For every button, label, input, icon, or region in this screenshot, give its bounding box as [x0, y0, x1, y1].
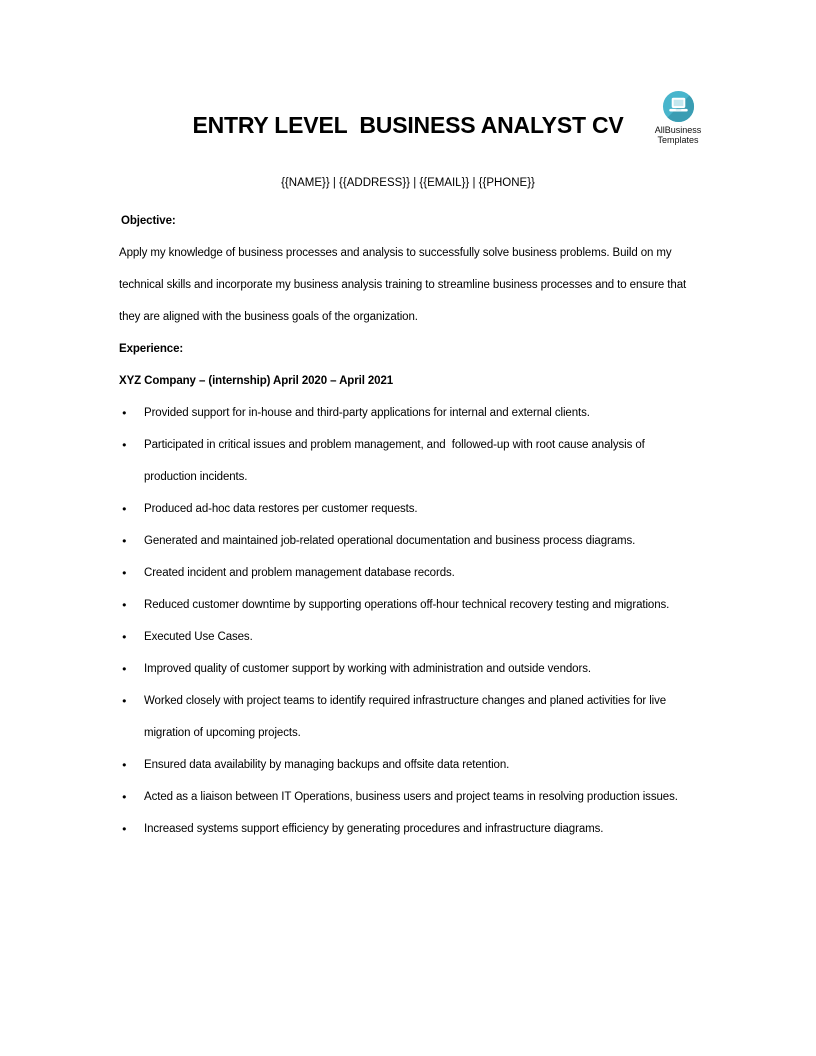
experience-bullet: ● Created incident and problem management database records. [119, 557, 691, 589]
experience-bullet: ● Reduced customer downtime by supporting operations off-hour technical recovery testing and migrations. [119, 589, 691, 621]
experience-bullet: ● Provided support for in-house and third-party applications for internal and external clients. [119, 397, 691, 429]
experience-bullet-list [119, 397, 691, 845]
experience-employer-line: XYZ Company – (internship) April 2020 – April 2021 [119, 375, 394, 387]
experience-heading: Experience: [119, 343, 184, 355]
document-title: ENTRY LEVEL BUSINESS ANALYST CV [192, 112, 624, 138]
objective-paragraph: Apply my knowledge of business processes and analysis to successfully solve business problems. Build on my technical skills and incorporate my business analysis training to streamline business processes and to ensure that they are aligned with the business goals of the organization. [119, 247, 690, 323]
experience-bullet: ● Produced ad-hoc data restores per customer requests. [119, 493, 691, 525]
experience-bullet: ● Executed Use Cases. [119, 621, 691, 653]
experience-bullet: ● Worked closely with project teams to identify required infrastructure changes and planed activities for live migration of upcoming projects. [119, 685, 691, 749]
experience-bullet: ● Generated and maintained job-related operational documentation and business process diagrams. [119, 525, 691, 557]
objective-heading: Objective: [121, 215, 176, 227]
document-body [119, 205, 691, 845]
logo-caption-line1: AllBusiness [654, 125, 702, 135]
logo-caption-line2: Templates [657, 135, 699, 145]
contact-placeholder-line: {{NAME}} | {{ADDRESS}} | {{EMAIL}} | {{PHONE}} [281, 177, 535, 189]
experience-bullet: ● Ensured data availability by managing backups and offsite data retention. [119, 749, 691, 781]
experience-bullet: ● Improved quality of customer support by working with administration and outside vendors. [119, 653, 691, 685]
experience-bullet: ● Acted as a liaison between IT Operations, business users and project teams in resolving production issues. [119, 781, 691, 813]
experience-bullet: ● Increased systems support efficiency by generating procedures and infrastructure diagrams. [119, 813, 691, 845]
experience-bullet: ● Participated in critical issues and problem management, and followed-up with root cause analysis of production incidents. [119, 429, 691, 493]
